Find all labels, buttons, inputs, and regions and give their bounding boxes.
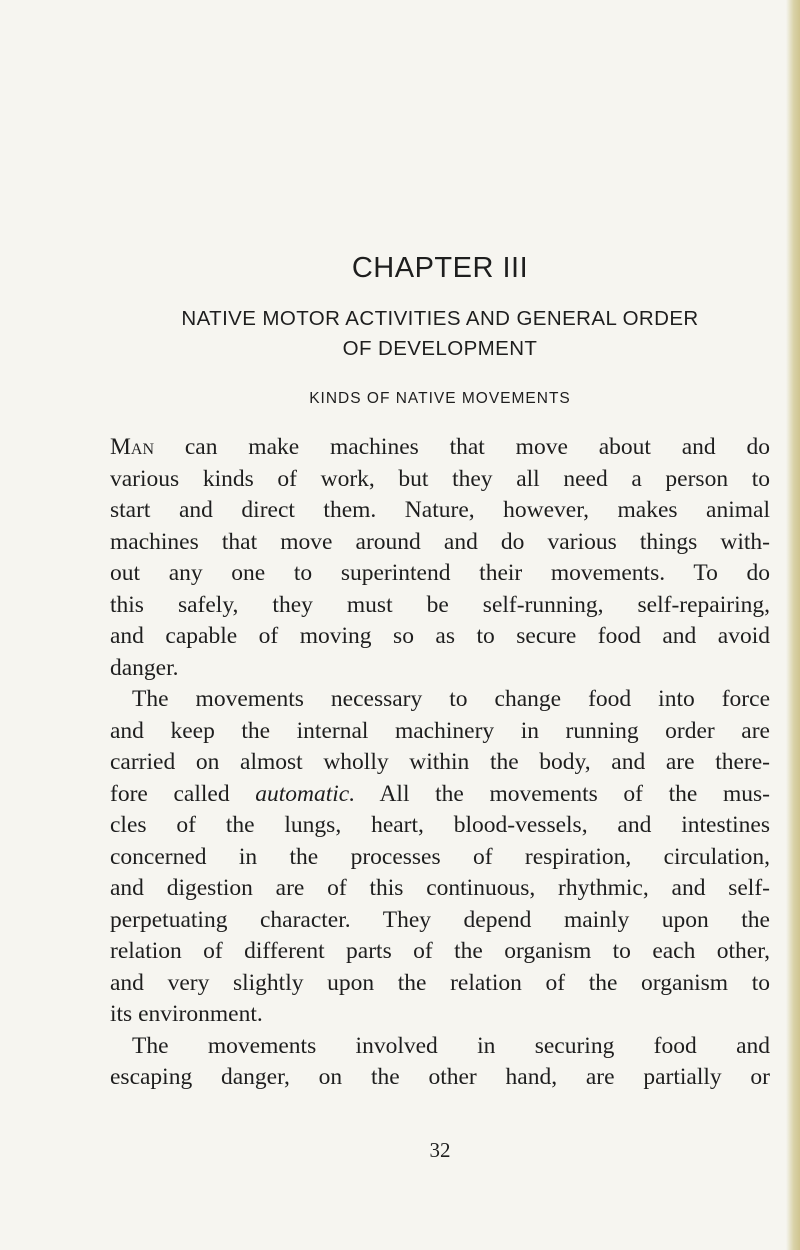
- text-line: cles of the lungs, heart, blood-vessels, and intestines: [110, 812, 770, 838]
- text-line: and keep the internal machinery in running order are: [110, 717, 770, 744]
- chapter-heading: CHAPTER III: [351, 252, 529, 284]
- text-line: and very slightly upon the relation of the organism to: [110, 969, 770, 996]
- text-line: and digestion are of this continuous, rhythmic, and self-: [110, 875, 770, 901]
- text-line: machines that move around and do various things with-: [110, 528, 770, 555]
- text-line: danger.: [110, 654, 179, 681]
- paragraph-3: [110, 1031, 770, 1094]
- section-heading: KINDS OF NATIVE MOVEMENTS: [309, 390, 571, 407]
- paragraph-1: [110, 432, 770, 684]
- text-line: this safely, they must be self-running, self-repairing,: [110, 591, 770, 618]
- chapter-title-line-1: NATIVE MOTOR ACTIVITIES AND GENERAL ORDER: [181, 307, 699, 330]
- text-line: out any one to superintend their movements. To do: [110, 560, 770, 586]
- text-line: The movements necessary to change food into force: [132, 686, 770, 712]
- text-line: carried on almost wholly within the body, and are there-: [110, 749, 770, 775]
- page-number: 32: [429, 1138, 451, 1162]
- text-line: perpetuating character. They depend mainly upon the: [110, 906, 770, 933]
- text-line: The movements involved in securing food and: [132, 1032, 770, 1059]
- text-line: start and direct them. Nature, however, makes animal: [110, 497, 770, 523]
- body-text: [110, 432, 770, 1094]
- text-line: fore called automatic. All the movements of the mus-: [110, 780, 770, 807]
- text-line: various kinds of work, but they all need a person to: [110, 465, 770, 492]
- text-line: escaping danger, on the other hand, are partially or: [110, 1064, 770, 1090]
- text-line: Man can make machines that move about and do: [110, 434, 771, 460]
- chapter-title-line-2: OF DEVELOPMENT: [342, 337, 538, 360]
- text-line: its environment.: [110, 1001, 263, 1027]
- text-line: relation of different parts of the organism to each other,: [110, 938, 770, 964]
- page-edge-shadow: [786, 0, 800, 1250]
- italic-term: automatic.: [255, 780, 356, 807]
- paragraph-2: [110, 684, 770, 1031]
- text-line: concerned in the processes of respiration, circulation,: [110, 843, 770, 870]
- chapter-title: [110, 304, 770, 364]
- lead-word: Man: [110, 434, 155, 460]
- text-line: and capable of moving so as to secure food and avoid: [110, 623, 770, 649]
